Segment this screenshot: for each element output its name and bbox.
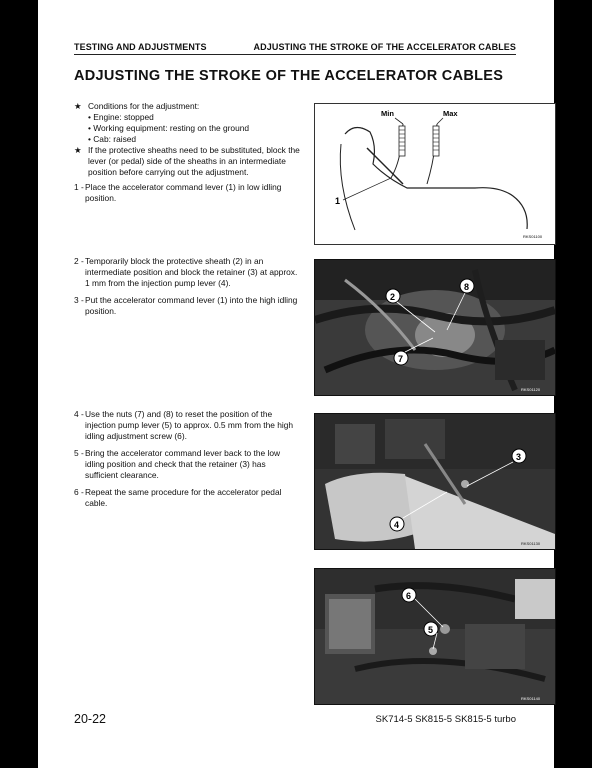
section-header: TESTING AND ADJUSTMENTS <box>74 42 207 52</box>
step-text: Temporarily block the protective sheath (2) in an intermediate position and block the retainer (3) at approx. 1 mm from the injection pump lever (4). <box>85 256 298 288</box>
step-number: 3 - <box>74 295 84 305</box>
callout-3: 3 <box>516 452 522 462</box>
callout-1: 1 <box>335 196 341 206</box>
condition-item: • Engine: stopped <box>88 112 154 122</box>
max-label: Max <box>443 109 458 118</box>
manual-page <box>38 0 554 768</box>
step-6 <box>74 487 300 509</box>
callout-8: 8 <box>464 282 470 292</box>
condition-item: • Cab: raised <box>88 134 137 144</box>
conditions-intro-text: Conditions for the adjustment: <box>88 101 200 111</box>
step-1 <box>74 182 300 204</box>
topic-header: ADJUSTING THE STROKE OF THE ACCELERATOR CABLES <box>253 42 516 52</box>
step-number: 4 - <box>74 409 84 419</box>
step-number: 6 - <box>74 487 84 497</box>
condition-item: • Working equipment: resting on the ground <box>88 123 250 133</box>
figure-code: RKS01100 <box>523 234 543 239</box>
page-title: ADJUSTING THE STROKE OF THE ACCELERATOR CABLES <box>74 68 504 84</box>
accelerator-lever-diagram <box>314 103 556 245</box>
step-number: 2 - <box>74 256 84 266</box>
step-text: Repeat the same procedure for the accelerator pedal cable. <box>85 487 282 508</box>
photo-adjustment-screw <box>314 568 556 705</box>
step-5 <box>74 448 300 481</box>
page-number: 20-22 <box>74 712 106 726</box>
callout-7: 7 <box>398 354 404 364</box>
photo-injection-pump-lever <box>314 413 556 550</box>
conditions-intro <box>74 101 300 112</box>
step-text: Use the nuts (7) and (8) to reset the position of the injection pump lever (5) to approx. 0.5 mm from the high idling adjustment screw (6). <box>85 409 294 441</box>
step-text: Place the accelerator command lever (1) in low idling position. <box>85 182 282 203</box>
figure-code: RKS01140 <box>521 696 541 701</box>
step-text: Bring the accelerator command lever back to the low idling position and check that the retainer (3) has sufficient clearance. <box>85 448 281 480</box>
figure-code: RKS01130 <box>521 541 541 546</box>
conditions-block <box>74 101 300 210</box>
step-4 <box>74 409 300 442</box>
step-number: 5 - <box>74 448 84 458</box>
min-label: Min <box>381 109 394 118</box>
model-list: SK714-5 SK815-5 SK815-5 turbo <box>375 714 516 725</box>
callout-5: 5 <box>428 625 434 635</box>
callout-6: 6 <box>406 591 412 601</box>
step-text: Put the accelerator command lever (1) into the high idling position. <box>85 295 298 316</box>
callout-2: 2 <box>390 292 396 302</box>
star-icon: ★ <box>74 101 82 111</box>
steps-2-3 <box>74 256 300 323</box>
callout-4: 4 <box>394 520 400 530</box>
step-3 <box>74 295 300 317</box>
sheath-note <box>74 145 300 178</box>
steps-4-6 <box>74 409 300 515</box>
figure-code: RKS01120 <box>521 387 541 392</box>
star-icon: ★ <box>74 145 82 155</box>
header-rule <box>74 54 516 55</box>
step-number: 1 - <box>74 182 84 192</box>
photo-lever-linkage <box>314 259 556 396</box>
step-2 <box>74 256 300 289</box>
sheath-note-text: If the protective sheaths need to be substituted, block the lever (or pedal) side of the sheaths in an intermediate position before carrying out the adjustment. <box>88 145 300 177</box>
